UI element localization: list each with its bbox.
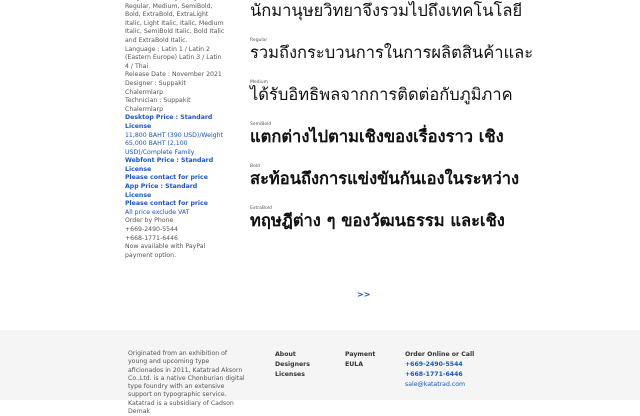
- sample-bold: [250, 164, 520, 189]
- sidebar-phone-1: +669-2490-5544: [125, 226, 178, 234]
- footer: [0, 330, 640, 416]
- order-title: Order Online or Call: [405, 351, 475, 358]
- sample-text: แตกต่างไปตามเชิงของเรื่องราว เชิง: [250, 127, 504, 146]
- footer-order: [405, 350, 474, 390]
- footer-nav: [275, 350, 310, 380]
- footer-link-about[interactable]: About: [275, 351, 296, 358]
- sidebar-phone-2: +668-1771-6446: [125, 234, 178, 242]
- footer-link-payment[interactable]: Payment: [345, 351, 376, 358]
- sample-text: นักมานุษยวิทยาจึงรวมไปถึงเทคโนโลยี: [250, 1, 523, 20]
- more-samples-link[interactable]: >>: [357, 290, 371, 299]
- sample-semibold: [250, 122, 515, 147]
- release-date: Release Date : November 2021: [125, 71, 222, 79]
- sample-text: รวมถึงกระบวนการในการผลิตสินค้าและ: [250, 43, 534, 62]
- footer-link-designers[interactable]: Designers: [275, 361, 310, 368]
- app-price-label: App Price : Standard License: [125, 183, 198, 199]
- footer-nav-2: [345, 350, 375, 370]
- technician-info: Technician : Suppakit Chalermlarp: [125, 97, 191, 113]
- order-phone-1[interactable]: +669-2490-5544: [405, 361, 463, 368]
- footer-link-licenses[interactable]: Licenses: [275, 371, 305, 378]
- vat-note: All price exclude VAT: [125, 208, 190, 216]
- designer-info: Designer : Suppakit Chalermlarp: [125, 79, 186, 96]
- sample-text: สะท้อนถึงการแข่งขันกันเองในระหว่าง: [250, 169, 520, 188]
- sample-regular: [250, 38, 534, 63]
- weights-list: Regular, Medium, SemiBold, Bold, ExtraBold, ExtraLight Italic, Light Italic, Italic, Medium Italic, SemiBold Italic, Bold Italic and ExtraBold Italic.: [125, 2, 225, 44]
- about-text: Originated from an exhibition of young and upcoming type aficionados in 2011, Katatrad Aksorn Co.,Ltd. is a native Chonburian digital type foundry with an extensive support on typographic service. Katatrad is a subsidiary of Cadson Demak: [128, 350, 245, 416]
- webfont-contact-link[interactable]: Please contact for price: [125, 174, 208, 182]
- weight-label: Medium: [250, 80, 268, 85]
- order-email-link[interactable]: sale@katatrad.com: [405, 381, 466, 388]
- webfont-price-label: Webfont Price : Standard License: [125, 157, 214, 173]
- footer-link-eula[interactable]: EULA: [345, 361, 363, 368]
- font-info-sidebar: [125, 0, 225, 260]
- sample-medium: [250, 80, 515, 105]
- sample-extrabold: [250, 206, 515, 231]
- weight-label: Bold: [250, 164, 260, 169]
- sample-light: [250, 0, 523, 21]
- app-contact-link[interactable]: Please contact for price: [125, 200, 208, 208]
- desktop-price-label: Desktop Price : Standard License: [125, 114, 213, 130]
- order-by-phone-label: Order by Phone: [125, 217, 174, 225]
- sample-text: ได้รับอิทธิพลจากการติดต่อกับภูมิภาค: [250, 85, 513, 104]
- paypal-note: Now available with PayPal payment option.: [125, 243, 206, 259]
- weight-samples: [250, 0, 534, 250]
- weight-label: SemiBold: [250, 122, 272, 127]
- weight-label: ExtraBold: [250, 206, 272, 211]
- desktop-price-value: 11,800 BAHT (390 USD)/Weight 65,000 BAHT (2,100 USD)/Complete Family: [125, 131, 223, 156]
- language-info: Language : Latin 1 / Latin 2 (Eastern Europe) Latin 3 / Latin 4 / Thai: [125, 45, 222, 70]
- order-phone-2[interactable]: +668-1771-6446: [405, 371, 463, 378]
- weight-label: Regular: [250, 38, 268, 43]
- sample-text: ทฤษฎีต่าง ๆ ของวัฒนธรรม และเชิง: [250, 211, 505, 230]
